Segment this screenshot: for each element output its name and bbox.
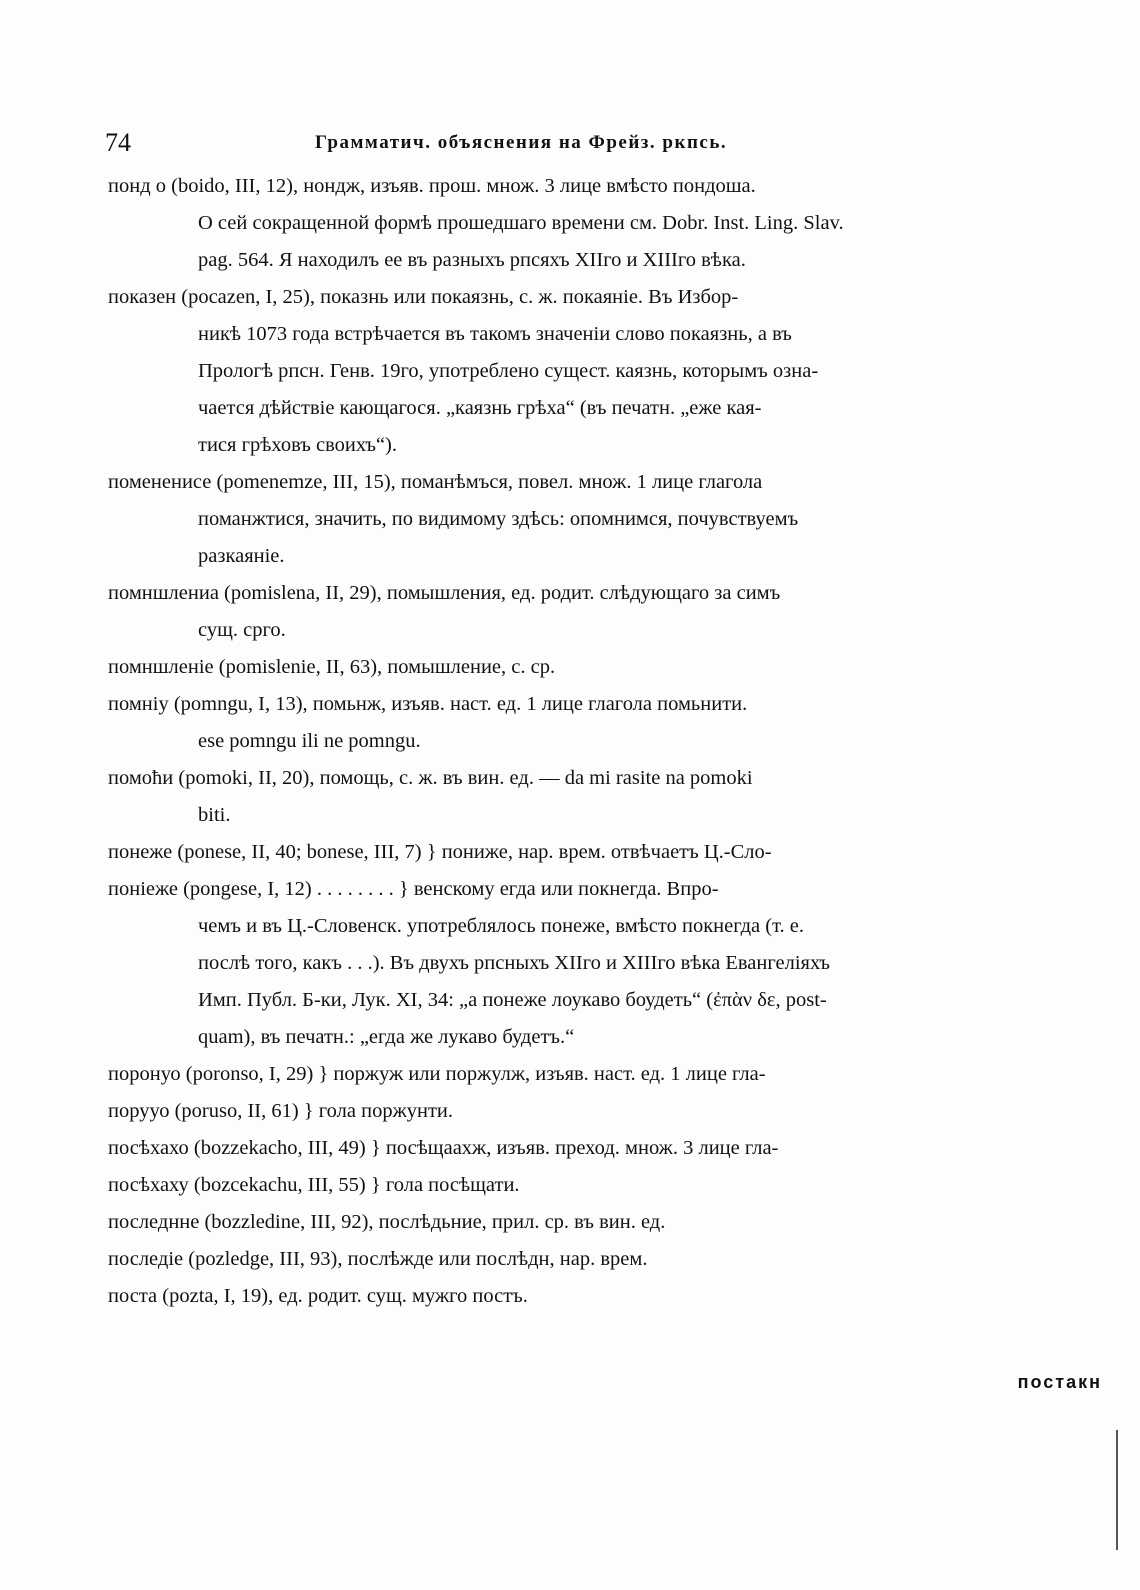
entry-line: поніеже (pongese, I, 12) . . . . . . . . } венскому егда или покнегда. Впро- xyxy=(108,878,719,900)
entry-line: никѣ 1073 года встрѣчается въ такомъ значеніи слово покаязнь, а въ xyxy=(198,323,792,345)
entry-line: поманжтися, значить, по видимому здѣсь: опомнимся, почувствуемъ xyxy=(198,508,799,530)
entry-line: порууо (poruso, II, 61) } гола поржунти. xyxy=(108,1100,454,1122)
entry-line: тися грѣховъ своихъ“). xyxy=(198,434,397,456)
entry-line: чемъ и въ Ц.-Словенск. употреблялось понеже, вмѣсто покнегда (т. е. xyxy=(198,915,804,937)
entry-headline: последіе (pozledge, III, 93), послѣжде или послѣдн, нар. врем. xyxy=(108,1248,648,1270)
dictionary-entry xyxy=(108,464,1103,575)
entry-line: pag. 564. Я находилъ ее въ разныхъ рпсяхъ XIIго и XIIIго вѣка. xyxy=(198,249,746,271)
entry-line: quam), въ печатн.: „егда же лукаво будетъ.“ xyxy=(198,1026,575,1048)
dictionary-entry xyxy=(108,168,1103,279)
dictionary-entry xyxy=(108,1056,1103,1130)
page-edge-mark xyxy=(1116,1430,1118,1550)
entry-headline: поста (pozta, I, 19), ед. родит. сущ. мужго постъ. xyxy=(108,1285,528,1307)
dictionary-entry xyxy=(108,1241,1103,1278)
dictionary-entry xyxy=(108,760,1103,834)
entry-line: ese pomngu ili ne pomngu. xyxy=(198,730,421,752)
dictionary-entry xyxy=(108,686,1103,760)
dictionary-entry xyxy=(108,834,1103,1056)
entry-line: biti. xyxy=(198,804,231,826)
entry-line: чается дѣйствіе кающагося. „каязнь грѣха“ (въ печатн. „еже кая- xyxy=(198,397,762,419)
dictionary-entry xyxy=(108,1278,1103,1315)
dictionary-entry xyxy=(108,649,1103,686)
dictionary-entry xyxy=(108,575,1103,649)
page-header xyxy=(105,128,1100,162)
dictionary-entry xyxy=(108,1204,1103,1241)
dictionary-entries xyxy=(108,168,1103,1315)
entry-headline: показен (pocazen, I, 25), показнь или покаязнь, с. ж. покаяніе. Въ Избор- xyxy=(108,286,739,308)
entry-line: Имп. Публ. Б-ки, Лук. XI, 34: „а понеже лоукаво боудеть“ (ἐπὰν δε, post- xyxy=(198,989,827,1011)
entry-line: послѣ того, какъ . . .). Въ двухъ рпсныхъ XIIго и XIIIго вѣка Евангеліяхъ xyxy=(198,952,831,974)
dictionary-entry xyxy=(108,279,1103,464)
entry-headline: посѣхахо (bozzekacho, III, 49) } посѣщаахж, изъяв. преход. множ. 3 лице гла- xyxy=(108,1137,779,1159)
entry-line: Прологѣ рпсн. Генв. 19го, употреблено сущест. каязнь, которымъ озна- xyxy=(198,360,819,382)
entry-headline: помншленіе (pomislenie, II, 63), помышление, с. ср. xyxy=(108,656,556,678)
entry-headline: помншлениа (pomislena, II, 29), помышления, ед. родит. слѣдующаго за симъ xyxy=(108,582,781,604)
entry-headline: помніу (pomngu, I, 13), помьнж, изъяв. наст. ед. 1 лице глагола помьнити. xyxy=(108,693,748,715)
entry-headline: понеже (ponese, II, 40; bonese, III, 7) } пониже, нар. врем. отвѣчаетъ Ц.-Сло- xyxy=(108,841,772,863)
entry-headline: помоћи (pomoki, II, 20), помощь, с. ж. въ вин. ед. — da mi rasite na pomoki xyxy=(108,767,753,789)
entry-line: О сей сокращенной формѣ прошедшаго времени см. Dobr. Inst. Ling. Slav. xyxy=(198,212,844,234)
entry-line: сущ. срго. xyxy=(198,619,286,641)
page-number: 74 xyxy=(105,128,131,157)
entry-line: посѣхаху (bozcekachu, III, 55) } гола посѣщати. xyxy=(108,1174,520,1196)
entry-headline: понд о (boido, III, 12), нондж, изъяв. прош. множ. 3 лице вмѣсто пондоша. xyxy=(108,175,756,197)
entry-headline: последнне (bozzledine, III, 92), послѣдьние, прил. ср. въ вин. ед. xyxy=(108,1211,666,1233)
entry-line: разкаяніе. xyxy=(198,545,285,567)
running-title: Грамматич. объяснения на Фрейз. ркпсь. xyxy=(315,132,728,153)
catchword: постакн xyxy=(1017,1372,1102,1392)
entry-headline: поронуо (poronso, I, 29) } поржуж или поржулж, изъяв. наст. ед. 1 лице гла- xyxy=(108,1063,766,1085)
dictionary-entry xyxy=(108,1130,1103,1204)
entry-headline: помененисе (pomenemze, III, 15), поманѣмъся, повел. множ. 1 лице глагола xyxy=(108,471,763,493)
